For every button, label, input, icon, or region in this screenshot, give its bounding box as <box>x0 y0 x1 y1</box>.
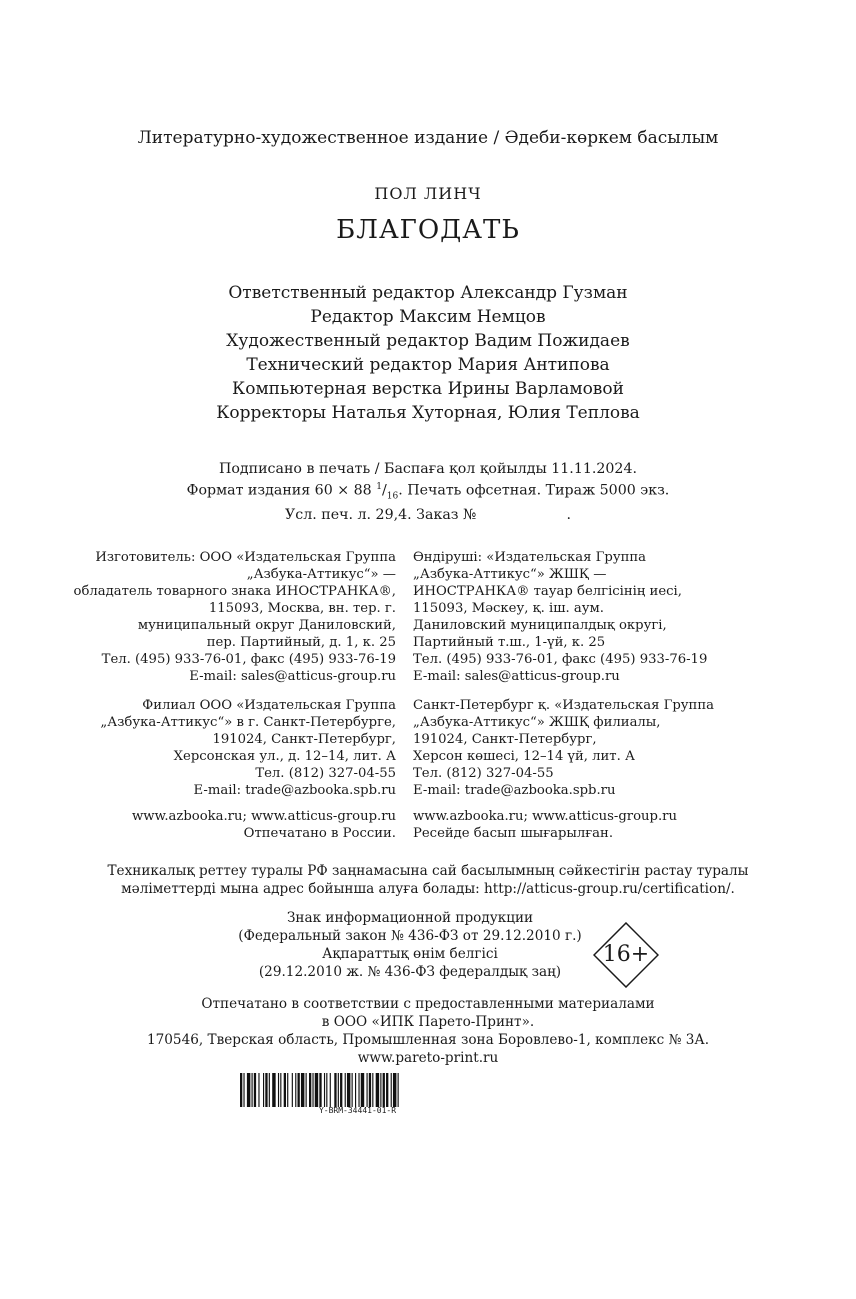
tech-regulation <box>0 862 856 898</box>
web-line: www.azbooka.ru; www.atticus-group.ru <box>413 809 677 824</box>
barcode-bar <box>278 1073 279 1107</box>
printer-line: Отпечатано в соответствии с предоставленными материалами <box>201 996 655 1012</box>
address-line: 191024, Санкт-Петербург, <box>413 732 597 747</box>
order-end: . <box>566 506 571 523</box>
barcode-bar <box>252 1073 253 1107</box>
format-slash: / <box>381 482 387 499</box>
manufacturer-kz <box>413 549 707 685</box>
address-line: пер. Партийный, д. 1, к. 25 <box>206 635 396 650</box>
tech-line: Техникалық реттеу туралы РФ заңнамасына сай басылымның сәйкестігін растау туралы <box>107 863 749 879</box>
web-line: www.azbooka.ru; www.atticus-group.ru <box>132 809 396 824</box>
address-line: „Азбука-Аттикус“» в г. Санкт-Петербурге, <box>100 715 396 730</box>
barcode-text: Y-BRM-34441-01-R <box>318 1106 397 1115</box>
barcode-bar <box>340 1073 342 1107</box>
barcode-bar <box>330 1073 331 1107</box>
age-rating-badge <box>593 922 659 988</box>
format-line <box>0 478 856 506</box>
barcode-bar <box>258 1073 259 1107</box>
signed-line: Подписано в печать / Баспаға қол қойылды 11.11.2024. <box>218 461 637 477</box>
barcode-bar <box>269 1073 270 1107</box>
printer-info <box>0 995 856 1067</box>
barcode-bar <box>383 1073 385 1107</box>
barcode-bar <box>298 1073 300 1107</box>
credit-line: Технический редактор Мария Антипова <box>246 355 610 375</box>
address-line: Даниловский муниципалдық округі, <box>413 618 667 633</box>
credit-line: Художественный редактор Вадим Пожидаев <box>226 331 630 351</box>
barcode-bar <box>369 1073 371 1107</box>
address-line: Филиал ООО «Издательская Группа <box>142 698 396 713</box>
info-sign-line: Ақпараттық өнім белгісі <box>322 946 498 962</box>
address-line: „Азбука-Аттикус“» ЖШҚ филиалы, <box>413 715 661 730</box>
info-sign-line: (29.12.2010 ж. № 436-ФЗ федералдық заң) <box>258 964 562 980</box>
order-line <box>0 506 856 524</box>
info-sign-line: (Федеральный закон № 436-ФЗ от 29.12.2010 г.) <box>238 928 582 944</box>
printer-line: 170546, Тверская область, Промышленная зона Боровлево-1, комплекс № 3А. <box>146 1032 710 1048</box>
web-ru <box>132 808 396 842</box>
format-prefix: Формат издания 60 × 88 <box>186 482 372 499</box>
series-line: Литературно-художественное издание / Әдеби-көркем басылым <box>137 128 719 148</box>
barcode-bar <box>315 1073 318 1107</box>
address-line: муниципальный округ Даниловский, <box>137 618 396 633</box>
address-line: Тел. (495) 933-76-01, факс (495) 933-76-19 <box>413 652 708 667</box>
info-sign-line: Знак информационной продукции <box>286 910 534 926</box>
barcode-bar <box>247 1073 250 1107</box>
barcode-bar <box>265 1073 267 1107</box>
address-line: обладатель товарного знака ИНОСТРАНКА®, <box>73 584 396 599</box>
web-line: Ресейде басып шығарылған. <box>413 826 614 841</box>
barcode-bar <box>263 1073 264 1107</box>
barcode-bar <box>243 1073 244 1107</box>
address-line: 115093, Мәскеу, қ. іш. аум. <box>413 601 604 616</box>
barcode-bar <box>345 1073 346 1107</box>
barcode-bar <box>324 1073 325 1107</box>
credits-block <box>0 281 856 425</box>
credit-line: Ответственный редактор Александр Гузман <box>228 283 628 303</box>
address-line: E-mail: trade@azbooka.spb.ru <box>413 783 616 798</box>
barcode-bar <box>352 1073 353 1107</box>
barcode-bar <box>386 1073 388 1107</box>
credit-line: Редактор Максим Немцов <box>310 307 546 327</box>
barcode-icon <box>240 1073 475 1107</box>
manufacturer-ru <box>74 549 396 685</box>
branch-ru <box>100 697 396 799</box>
barcode-bar <box>272 1073 275 1107</box>
address-line: Изготовитель: ООО «Издательская Группа <box>95 550 396 565</box>
barcode-bar <box>312 1073 313 1107</box>
barcode-bar <box>309 1073 311 1107</box>
address-line: E-mail: trade@azbooka.spb.ru <box>193 783 396 798</box>
barcode-bar <box>358 1073 359 1107</box>
address-line: Херсон көшесі, 12–14 үй, лит. А <box>413 749 635 764</box>
barcode-bar <box>393 1073 396 1107</box>
printer-line: www.pareto-print.ru <box>357 1050 499 1066</box>
barcode-bar <box>284 1073 286 1107</box>
format-numerator: 1 <box>376 482 382 492</box>
address-line: „Азбука-Аттикус“» — <box>246 567 396 582</box>
barcode-bar <box>280 1073 281 1107</box>
barcode-bar <box>319 1073 321 1107</box>
barcode-bar <box>398 1073 399 1107</box>
address-line: Тел. (812) 327-04-55 <box>255 766 396 781</box>
address-line: Өндіруші: «Издательская Группа <box>413 550 647 565</box>
printer-line: в ООО «ИПК Парето-Принт». <box>321 1014 535 1030</box>
address-line: Партийный т.ш., 1-үй, к. 25 <box>413 635 606 650</box>
credit-line: Корректоры Наталья Хуторная, Юлия Теплова <box>216 403 640 423</box>
barcode-bar <box>295 1073 296 1107</box>
format-denominator: 16 <box>386 491 399 502</box>
barcode-bar <box>391 1073 392 1107</box>
address-line: Тел. (812) 327-04-55 <box>413 766 554 781</box>
print-info <box>0 460 856 524</box>
address-line: 115093, Москва, вн. тер. г. <box>208 601 396 616</box>
barcode-bar <box>355 1073 356 1107</box>
address-line: „Азбука-Аттикус“» ЖШҚ — <box>413 567 607 582</box>
author-name: ПОЛ ЛИНЧ <box>374 184 482 203</box>
branch-kz <box>413 697 714 799</box>
web-kz <box>413 808 677 842</box>
barcode-bar <box>361 1073 364 1107</box>
barcode-bar <box>292 1073 293 1107</box>
barcode-bar <box>372 1073 373 1107</box>
barcode-bar <box>240 1073 242 1107</box>
tech-line: мәліметтерді мына адрес бойынша алуға болады: http://atticus-group.ru/certification/. <box>121 881 735 897</box>
address-line: E-mail: sales@atticus-group.ru <box>189 669 396 684</box>
barcode-bar <box>306 1073 307 1107</box>
web-line: Отпечатано в России. <box>243 826 396 841</box>
barcode-bar <box>367 1073 368 1107</box>
address-line: ИНОСТРАНКА® тауар белгісінің иесі, <box>413 584 682 599</box>
barcode-bar <box>347 1073 350 1107</box>
age-rating-label: 16+ <box>602 942 650 967</box>
barcode-bar <box>301 1073 304 1107</box>
address-line: Херсонская ул., д. 12–14, лит. А <box>173 749 396 764</box>
address-line: 191024, Санкт-Петербург, <box>212 732 396 747</box>
format-suffix: . Печать офсетная. Тираж 5000 экз. <box>398 482 670 499</box>
credit-line: Компьютерная верстка Ирины Варламовой <box>232 379 624 399</box>
barcode-bar <box>376 1073 379 1107</box>
barcode-bar <box>287 1073 288 1107</box>
book-title: БЛАГОДАТЬ <box>336 215 520 245</box>
info-sign <box>200 909 620 981</box>
barcode-bar <box>334 1073 336 1107</box>
barcode-bar <box>326 1073 327 1107</box>
barcode-bar <box>380 1073 381 1107</box>
barcode-bar <box>338 1073 339 1107</box>
order-label: Усл. печ. л. 29,4. Заказ № <box>285 506 477 523</box>
barcode-bar <box>254 1073 256 1107</box>
address-line: Тел. (495) 933-76-01, факс (495) 933-76-19 <box>101 652 396 667</box>
address-line: E-mail: sales@atticus-group.ru <box>413 669 620 684</box>
address-line: Санкт-Петербург қ. «Издательская Группа <box>413 698 714 713</box>
